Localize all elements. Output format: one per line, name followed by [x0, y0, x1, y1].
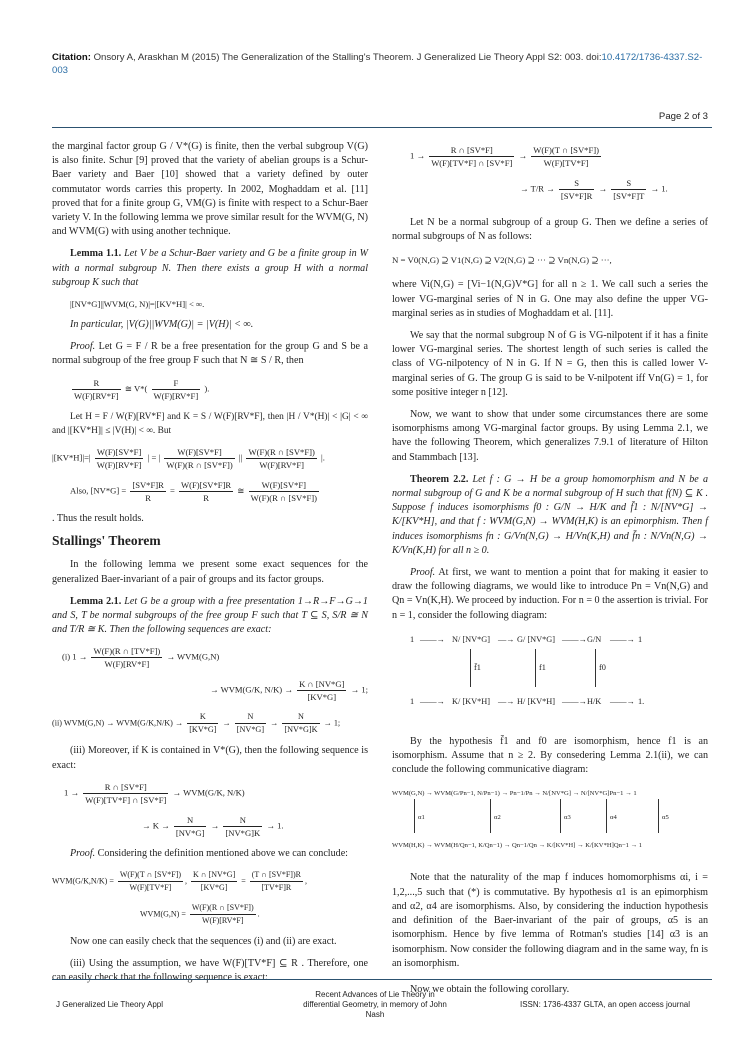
exact-sequence: 1 → $\frac{R \cap [SV*F]}{W(F)[TV*F] \cap [SV*F]}$ → $\frac{W(F)(T \cap [SV*F])}{W(F)[TV*F]}$ [410, 145, 599, 168]
lemma-1-1-label: Lemma 1.1. [70, 248, 122, 260]
diag1-bottom-end: 1. [638, 696, 645, 706]
theorem-2-2-text: Let f : G → H be a group homomorphism and N be a normal subgroup of G and K be a normal subgroup of H such that f(N) ⊆ K . Suppose f induces isomorphisms f0 : G/N → H/K and f̄1 : N/[NV*G] → K/[KV*H], and that f : WVM(G,N) → WVM(H,K) is an epimorphism. Then f induces isomorphisms fn : G/Vn(N,G) → H/Vn(K,H) and f̄n : N/Vn(N,G) → K/Vn(K,H) for all n ≥ 0. [392, 473, 708, 556]
diag1-bottom-k: K/ [KV*H] [452, 696, 491, 706]
lemma-1-1-equation: |[NV*G]||WVM(G, N)|=|[KV*H]| < ∞. [70, 299, 205, 310]
diag2-vline-1 [414, 799, 415, 833]
let-paragraph [52, 410, 368, 438]
let-and: and [167, 411, 181, 422]
diag1-top-n: N/ [NV*G] [452, 634, 491, 644]
proof-2-equation-b: WVM(G,N) = $\frac{W(F)(R \cap [SV*F])}{W(F)[RV*F]}$ . [140, 903, 260, 926]
sequence-iii-cont: → K → $\frac{N}{[NV*G]}$ → $\frac{N}{[NV*G]K}$ → 1. [142, 814, 284, 838]
diag2-vline-3 [560, 799, 561, 833]
citation-label: Citation: [52, 52, 91, 63]
diag1-bottom-h: H/ [KV*H] [517, 696, 556, 706]
sequence-i-cont: → WVM(G/K, N/K) → $\frac{K \cap [NV*G]}{[KV*G]}$ → 1; [210, 679, 368, 703]
proof-1-equation: $\frac{R}{W(F)[RV*F]}$ ≅ V*( $\frac{F}{W(F)[RV*F]}$ ). [74, 377, 210, 401]
lemma-2-1-text: Let G be a group with a free presentation 1→R→F→G→1 and S, T be normal subgroups of the free group F such that T ⊆ S, S/R ≅ N and T/R ≅ K. Then the following sequences are exact: [52, 595, 368, 636]
series-equation: N = V0(N,G) ⊇ V1(N,G) ⊇ V2(N,G) ⊇ ··· ⊇ Vn(N,G) ⊇ ···, [392, 255, 612, 266]
order-equation: |[KV*H]|=| $\frac{W(F)[SV*F]}{W(F)[RV*F]}$ | = | $\frac{W(F)[SV*F]}{W(F)(R \cap [SV*F])}$ || $\frac{W(F)(R \cap [SV*F])}{W(F)[RV*F]}$ |. [52, 447, 325, 471]
diag2-vline-2 [490, 799, 491, 833]
page-number: Page 2 of 3 [658, 111, 708, 122]
footer-journal: J Generalized Lie Theory Appl [56, 1000, 164, 1009]
proof-2-equation: WVM(G/K,N/K) = $\frac{W(F)(T \cap [SV*F])}{W(F)[TV*F]}$ , $\frac{K \cap [NV*G]}{[KV*G]}$ = $\frac{(T \cap [SV*F])R}{[TV*F]R}$ , [52, 870, 307, 893]
also-equation: Also, [NV*G] = $\frac{[SV*F]R}{R}$ = $\frac{W(F)[SV*F]R}{R}$ ≅ $\frac{W(F)[SV*F]}{W(F)(R \cap [SV*F])}$ [70, 480, 318, 504]
nilpotent-paragraph: We say that the normal subgroup N of G is VG-nilpotent if it has a finite lower VG-marginal series. The shortest length of such series is called the class of VG-nilpotency of N in G. If N = G, then this is called lower V-marginal series of G. The group G is said to be V-nilpotent iff Vn(G) = 1, for some positive integer n [12]. [392, 330, 708, 398]
diag2-top-row: WVM(G,N) → WVM(G/Pn−1, N/Pn−1) → Pn−1/Pn → N/[NV*G] → N/[NV*G]Pn−1 → 1 [392, 790, 637, 798]
thus-line: . Thus the result holds. [52, 513, 144, 525]
arrow: ——→ [610, 696, 635, 706]
diag2-alpha3: α3 [564, 814, 571, 822]
theorem-2-2-label: Theorem 2.2. [410, 473, 469, 485]
diag1-map-f0: f0 [599, 662, 606, 672]
in-particular [52, 318, 368, 332]
proof-1-label: Proof. [70, 341, 96, 353]
proof-1 [52, 340, 368, 368]
let-k: K = S / W(F)[RV*F] [183, 411, 263, 422]
diag1-vline-1 [470, 649, 471, 687]
let-h: H = F / W(F)[RV*F] [85, 411, 165, 422]
diag1-bottom-1: 1 [410, 696, 415, 706]
diag2-alpha4: α4 [610, 814, 617, 822]
in-particular-text: In particular, |V(G)||WVM(G)| = |V(H)| < ∞. [70, 319, 254, 331]
diag1-vline-3 [595, 649, 596, 687]
section-paragraph: In the following lemma we present some exact sequences for the generalized Baer-invariant of a pair of groups and its factor groups. [52, 559, 368, 585]
sequence-iii: 1 → $\frac{R \cap [SV*F]}{W(F)[TV*F] \cap [SV*F]}$ → WVM(G/K, N/K) [64, 781, 245, 805]
doi-link[interactable]: 10.4172/1736-4337.S2-003 [52, 52, 703, 76]
corollary-intro: Now we obtain the following corollary. [410, 983, 570, 995]
left-column [52, 140, 368, 994]
arrow: ——→ [420, 634, 445, 644]
diag1-top-g: G/ [NV*G] [517, 634, 556, 644]
exact-sequence-cont: → T/R → $\frac{S}{[SV*F]R}$ → $\frac{S}{[SV*F]T}$ → 1. [520, 178, 668, 201]
diag2-bottom-row: WVM(H,K) → WVM(H/Qn−1, K/Qn−1) → Qn−1/Qn → K/[KV*H] → K/[KV*H]Qn−1 → 1 [392, 842, 643, 850]
citation-text: Onsory A, Araskhan M (2015) The Generalization of the Stalling's Theorem. J Generalized Lie Theory Appl S2: 003. doi: [93, 52, 602, 63]
arrow: ——→ [420, 696, 445, 706]
hypothesis-paragraph: By the hypothesis f̄1 and f0 are isomorphism, hence f1 is an isomorphism. Assume that n ≥ 2. By consedering Lemma 2.1(ii), we can conclude the following communicative diagram: [392, 735, 708, 776]
diag1-bottom-hk: H/K [587, 696, 602, 706]
lemma-1-1 [52, 247, 368, 290]
diag2-alpha2: α2 [494, 814, 501, 822]
diag2-alpha5: α5 [662, 814, 669, 822]
proof-1-text: Let G = F / R be a free presentation for the group G and S be a normal subgroup of the free group F such that N ≅ S / R, then [52, 341, 368, 367]
arrow: ——→ [610, 634, 635, 644]
lemma-2-1 [52, 595, 368, 638]
diag2-vline-5 [658, 799, 659, 833]
commutative-diagram-1 [392, 631, 708, 725]
sequence-ii: (ii) WVM(G,N) → WVM(G/K,N/K) → $\frac{K}{[KV*G]}$ → $\frac{N}{[NV*G]}$ → $\frac{N}{[NV*G]K}$ → 1; [52, 712, 341, 735]
proof-2-text: Considering the definition mentioned above we can conclude: [97, 847, 348, 859]
now-paragraph: Now one can easily check that the sequences (i) and (ii) are exact. [70, 936, 337, 948]
proof-2-label: Proof. [70, 847, 96, 859]
arrow: ——→ [562, 696, 587, 706]
theorem-2-2 [392, 473, 708, 558]
proof-3 [392, 566, 708, 623]
section-title-stallings: Stallings' Theorem [52, 533, 161, 549]
also-word: Also, [70, 485, 89, 496]
proof-3-label: Proof. [410, 567, 436, 579]
diag1-map-f1: f1 [539, 662, 546, 672]
let-tail: |H / V*(H)| < |G| < ∞ and |[KV*H]| ≤ |V(H)| < ∞. But [52, 411, 368, 436]
footer-issn: ISSN: 1736-4337 GLTA, an open access journal [520, 1000, 691, 1009]
diag1-top-gn: G/N [587, 634, 602, 644]
page-number-bar [52, 110, 712, 128]
diag1-top-1: 1 [410, 634, 415, 644]
series-paragraph: Let N be a normal subgroup of a group G. Then we define a series of normal subgroups of N as follows: [392, 217, 708, 243]
citation-header [52, 51, 712, 77]
commutative-diagram-2 [392, 785, 708, 859]
arrow: —→ [498, 634, 515, 644]
right-column [392, 140, 708, 1005]
lemma-2-1-label: Lemma 2.1. [70, 595, 122, 607]
diag1-top-end: 1 [638, 634, 643, 644]
where-paragraph: where Vi(N,G) = [Vi−1(N,G)V*G] for all n ≥ 1. We call such a series the lower VG-marginal series of N in G. One may also define the upper VG-marginal series as in studies of Moghaddam et al. [11]. [392, 279, 708, 319]
arrow: ——→ [562, 634, 587, 644]
arrow: —→ [498, 696, 515, 706]
isomorphism-paragraph: Now, we want to show that under some circumstances there are some isomorphisms among VG-marginal factor groups. By using Lemma 2.1, we have the following Theorem, which generalizes 7.9.1 of literature of Hilton and Stammbach [13]. [392, 409, 708, 463]
naturality-paragraph: Note that the naturality of the map f induces homomorphisms αi, i = 1,2,...,5 such that (*) is commutative. By hypothesis α1 is an epimorphism and α2, α4 are isomorphisms. Also, by considering the induction hypothesis and definition of the Baer-invariant of the pair of groups, α5 is an isomorphism. Hence by five lemma of Rotman's studies [14] α3 is an isomorphism. Now consider the following diagram and in the same way, fn is an isomorphism. [392, 872, 708, 969]
sequence-i: (i) 1 → $\frac{W(F)(R \cap [TV*F])}{W(F)[RV*F]}$ → WVM(G,N) [62, 646, 220, 670]
let-word: Let [70, 411, 83, 422]
sequence-iii-intro: (iii) Moreover, if K is contained in V*(G), then the following sequence is exact: [52, 745, 368, 771]
proof-3-text: At first, we want to mention a point that for making it easier to draw the following diagrams, we would like to introduce Pn = Vn(N,G) and Qn = Vn(K,H). We proceed by induction. For n = 0 the assertion is trivial. For n = 1, consider the following diagram: [392, 567, 708, 621]
diag2-alpha1: α1 [418, 814, 425, 822]
footer-divider [52, 979, 712, 980]
proof-2 [52, 847, 368, 861]
footer-issue: Recent Advances of Lie Theory in differential Geometry, in memory of John Nash [303, 990, 447, 1019]
lemma-1-1-text: Let V be a Schur-Baer variety and G be a finite group in W with a normal subgroup N. Then there exists a group H with a normal subgroup K such that [52, 248, 368, 288]
diag2-vline-4 [606, 799, 607, 833]
diag1-map-f1bar: f̄1 [474, 662, 481, 672]
intro-paragraph: the marginal factor group G / V*(G) is finite, then the verbal subgroup V(G) is also finite. Schur [9] proved that the variety of abelian groups is a Schur-Baer variety and Baer [10] showed that a variety defined by outer commutator words carries this property. In 2002, Moghaddam et al. [11] proved that for a finite group G, VM(G) is finite with respect to a Schur-Baer variety V. In the following lemma we prove similar result for the WVM(G, N) and WVM(G) with using another technique. [52, 141, 368, 238]
diag1-vline-2 [535, 649, 536, 687]
iii-using-paragraph: (iii) Using the assumption, we have W(F)[TV*F] ⊆ R . Therefore, one can easily check that the following sequence is exact: [52, 958, 368, 984]
let-then: , then [262, 411, 284, 422]
